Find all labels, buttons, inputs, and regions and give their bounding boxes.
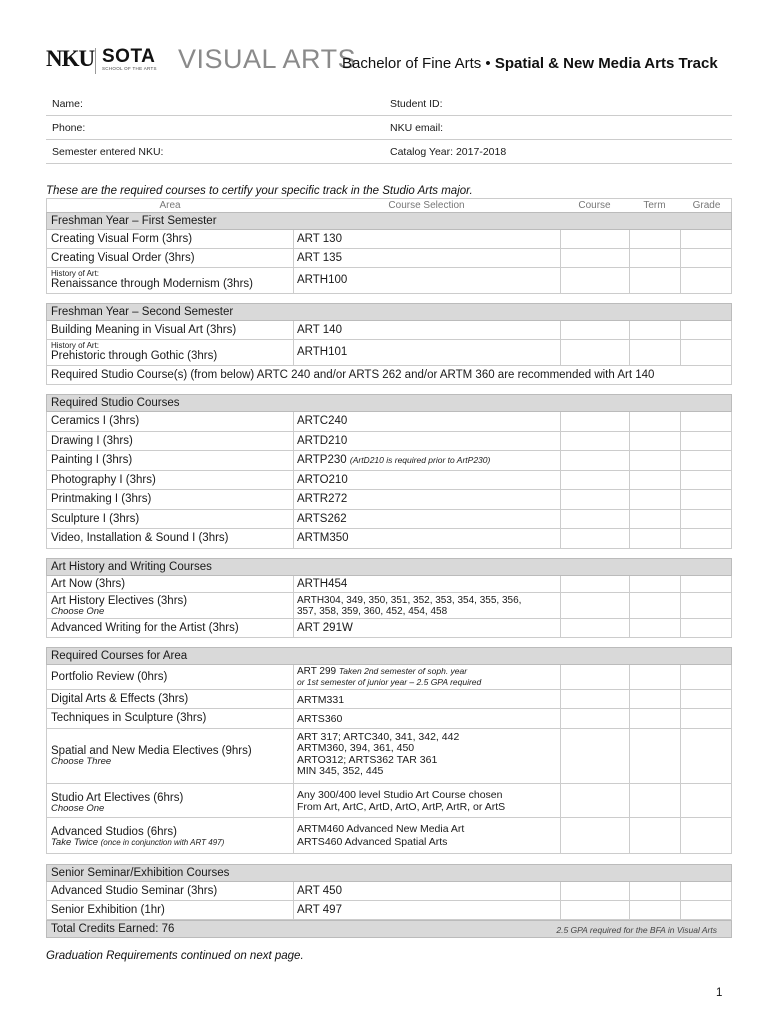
- area-cell: Video, Installation & Sound I (3hrs): [51, 532, 229, 544]
- course-row: [46, 340, 732, 366]
- name-field: Name:: [52, 98, 83, 110]
- course-row: [46, 412, 732, 432]
- cell-divider: [560, 340, 561, 365]
- area-cell: [51, 826, 224, 848]
- cell-divider: [560, 665, 561, 689]
- area-title: Spatial and New Media Electives (9hrs): [51, 744, 252, 757]
- cell-divider: [680, 432, 681, 451]
- nku-logo: [46, 46, 94, 72]
- section-header: Required Courses for Area: [46, 647, 732, 665]
- visual-arts-title: VISUAL ARTS: [178, 44, 357, 74]
- cell-divider: [680, 230, 681, 248]
- selection-cell: ART 291W: [297, 621, 353, 634]
- cell-divider: [560, 818, 561, 853]
- cell-divider: [293, 268, 294, 293]
- cell-divider: [560, 690, 561, 709]
- cell-divider: [293, 412, 294, 431]
- cell-divider: [293, 249, 294, 267]
- phone-field: Phone:: [52, 122, 86, 134]
- section-header: Freshman Year – First Semester: [46, 212, 732, 230]
- selection-cell: ARTM350: [297, 532, 349, 544]
- area-subtitle-main: Take Twice: [51, 836, 98, 848]
- cell-divider: [680, 321, 681, 339]
- course-row: [46, 665, 732, 690]
- selection-cell: ARTC240: [297, 415, 348, 427]
- cell-divider: [629, 784, 630, 817]
- cell-divider: [680, 490, 681, 509]
- cell-divider: [293, 510, 294, 529]
- cell-divider: [293, 709, 294, 728]
- selection-cell: ART 140: [297, 324, 342, 336]
- header: [46, 44, 736, 78]
- cell-divider: [560, 619, 561, 637]
- course-row: [46, 268, 732, 294]
- info-row: [46, 140, 732, 164]
- cell-divider: [293, 665, 294, 689]
- area-cell: Sculpture I (3hrs): [51, 512, 140, 525]
- course-row: [46, 709, 732, 729]
- area-prefix: History of Art:: [51, 269, 100, 278]
- course-row: [46, 729, 732, 784]
- sota-logo-subtitle: SCHOOL OF THE ARTS: [102, 66, 157, 71]
- selection-line: ARTM360, 394, 361, 450: [297, 742, 415, 754]
- col-grade: Grade: [692, 200, 721, 211]
- student-info: [46, 92, 732, 164]
- course-row: [46, 471, 732, 491]
- cell-divider: [293, 690, 294, 709]
- selection-cell: ARTR272: [297, 493, 348, 505]
- sota-logo: SOTA: [102, 46, 156, 67]
- course-row: [46, 784, 732, 818]
- selection-cell: ARTH100: [297, 274, 348, 286]
- semester-field: Semester entered NKU:: [52, 146, 164, 158]
- cell-divider: [560, 510, 561, 529]
- course-row: [46, 576, 732, 593]
- cell-divider: [629, 576, 630, 592]
- email-field: NKU email:: [390, 122, 444, 134]
- area-cell: [51, 341, 217, 362]
- cell-divider: [629, 729, 630, 783]
- area-cell: [51, 745, 252, 767]
- selection-cell: ART 497: [297, 903, 342, 916]
- course-row: [46, 818, 732, 854]
- cell-divider: [629, 321, 630, 339]
- selection-line: ARTS460 Advanced Spatial Arts: [297, 835, 448, 848]
- col-term: Term: [643, 200, 666, 211]
- cell-divider: [560, 709, 561, 728]
- area-subtitle: Choose One: [51, 802, 105, 814]
- cell-divider: [680, 665, 681, 689]
- area-cell: Techniques in Sculpture (3hrs): [51, 712, 207, 724]
- col-selection: Course Selection: [388, 200, 465, 211]
- cell-divider: [629, 619, 630, 637]
- cell-divider: [629, 471, 630, 490]
- selection-cell: ARTH101: [297, 346, 348, 358]
- cell-divider: [680, 709, 681, 728]
- cell-divider: [680, 529, 681, 548]
- area-cell: Advanced Studio Seminar (3hrs): [51, 884, 218, 897]
- course-row: [46, 432, 732, 452]
- area-cell: Senior Exhibition (1hr): [51, 903, 165, 916]
- section-header: Art History and Writing Courses: [46, 558, 732, 576]
- selection-line: ART 317; ARTC340, 341, 342, 442: [297, 730, 460, 743]
- cell-divider: [293, 230, 294, 248]
- cell-divider: [560, 268, 561, 293]
- selection-cell: [297, 454, 490, 466]
- cell-divider: [293, 529, 294, 548]
- selection-line: MIN 345, 352, 445: [297, 765, 384, 777]
- cell-divider: [293, 593, 294, 618]
- selection-cell: ART 130: [297, 233, 342, 245]
- cell-divider: [293, 321, 294, 339]
- catalog-year: Catalog Year: 2017-2018: [390, 146, 507, 158]
- info-row: [46, 116, 732, 140]
- cell-divider: [293, 901, 294, 919]
- selection-line: ARTO312; ARTS362 TAR 361: [297, 753, 438, 766]
- col-area: Area: [159, 200, 181, 211]
- recommendation-text: Required Studio Course(s) (from below) ARTC 240 and/or ARTS 262 and/or ARTM 360 are recommended with Art 140: [51, 369, 655, 381]
- selection-cell: ARTM331: [297, 693, 345, 706]
- course-row: [46, 882, 732, 901]
- cell-divider: [293, 490, 294, 509]
- area-cell: Building Meaning in Visual Art (3hrs): [51, 324, 237, 336]
- cell-divider: [629, 340, 630, 365]
- selection-cell: ART 135: [297, 252, 342, 264]
- cell-divider: [629, 230, 630, 248]
- cell-divider: [680, 268, 681, 293]
- selection-cell: ART 450: [297, 884, 342, 897]
- selection-code: ART 299: [297, 665, 337, 677]
- cell-divider: [680, 901, 681, 919]
- cell-divider: [629, 490, 630, 509]
- course-row: [46, 529, 732, 549]
- cell-divider: [629, 665, 630, 689]
- cell-divider: [560, 576, 561, 592]
- cell-divider: [560, 593, 561, 618]
- cell-divider: [629, 451, 630, 470]
- cell-divider: [680, 593, 681, 618]
- area-cell: Portfolio Review (0hrs): [51, 670, 168, 683]
- course-row: [46, 510, 732, 530]
- area-cell: Advanced Writing for the Artist (3hrs): [51, 621, 239, 634]
- cell-divider: [680, 451, 681, 470]
- cell-divider: [680, 784, 681, 817]
- cell-divider: [293, 471, 294, 490]
- total-credits: Total Credits Earned: 76: [51, 922, 175, 935]
- cell-divider: [680, 882, 681, 900]
- course-table: [46, 198, 732, 938]
- cell-divider: [560, 249, 561, 267]
- area-cell: Ceramics I (3hrs): [51, 415, 140, 427]
- cell-divider: [680, 619, 681, 637]
- course-row: [46, 901, 732, 920]
- cell-divider: [293, 576, 294, 592]
- page-number: 1: [716, 987, 723, 999]
- course-row: [46, 230, 732, 249]
- course-row: [46, 593, 732, 619]
- cell-divider: [560, 451, 561, 470]
- cell-divider: [629, 709, 630, 728]
- total-credits-row: [46, 920, 732, 938]
- cell-divider: [560, 471, 561, 490]
- cell-divider: [560, 230, 561, 248]
- selection-cell: [297, 666, 481, 688]
- cell-divider: [560, 412, 561, 431]
- area-title: Art History Electives (3hrs): [51, 594, 188, 607]
- area-cell: Art Now (3hrs): [51, 577, 126, 590]
- cell-divider: [680, 412, 681, 431]
- selection-line: ARTH304, 349, 350, 351, 352, 353, 354, 355, 356,: [297, 594, 522, 606]
- cell-divider: [680, 818, 681, 853]
- selection-code: ARTP230: [297, 454, 347, 466]
- selection-cell: ARTD210: [297, 434, 348, 447]
- cell-divider: [560, 729, 561, 783]
- selection-cell: [297, 732, 459, 778]
- area-cell: [51, 792, 183, 814]
- cell-divider: [680, 510, 681, 529]
- selection-note: (ArtD210 is required prior to ArtP230): [349, 455, 491, 465]
- cell-divider: [560, 321, 561, 339]
- cell-divider: [629, 432, 630, 451]
- column-headers: [46, 198, 732, 212]
- cell-divider: [293, 340, 294, 365]
- area-title: Renaissance through Modernism (3hrs): [51, 278, 253, 290]
- selection-cell: ARTH454: [297, 577, 348, 590]
- course-row: [46, 249, 732, 268]
- student-id-field: Student ID:: [390, 98, 443, 110]
- gpa-note: 2.5 GPA required for the BFA in Visual Arts: [556, 924, 717, 935]
- area-title: Studio Art Electives (6hrs): [51, 791, 184, 804]
- selection-cell: ARTS360: [297, 713, 343, 725]
- cell-divider: [680, 576, 681, 592]
- selection-line: Any 300/400 level Studio Art Course chosen: [297, 788, 503, 801]
- area-title: Advanced Studios (6hrs): [51, 825, 177, 838]
- selection-cell: [297, 823, 464, 849]
- course-row: [46, 690, 732, 710]
- cell-divider: [560, 901, 561, 919]
- cell-divider: [560, 432, 561, 451]
- cell-divider: [293, 729, 294, 783]
- area-subtitle: Choose Three: [51, 755, 112, 767]
- area-subtitle: Choose One: [51, 605, 105, 617]
- cell-divider: [293, 784, 294, 817]
- col-course: Course: [578, 200, 611, 211]
- area-cell: Painting I (3hrs): [51, 454, 133, 466]
- cell-divider: [680, 471, 681, 490]
- cell-divider: [560, 784, 561, 817]
- cell-divider: [293, 818, 294, 853]
- area-subtitle: [51, 838, 224, 848]
- cell-divider: [293, 432, 294, 451]
- cell-divider: [629, 882, 630, 900]
- area-cell: Printmaking I (3hrs): [51, 493, 152, 505]
- selection-cell: ARTO210: [297, 473, 348, 486]
- section-header: Freshman Year – Second Semester: [46, 303, 732, 321]
- course-row: [46, 490, 732, 510]
- selection-line: [297, 666, 481, 677]
- area-title: Prehistoric through Gothic (3hrs): [51, 350, 218, 362]
- cell-divider: [680, 340, 681, 365]
- selection-line: From Art, ArtC, ArtD, ArtO, ArtP, ArtR, or ArtS: [297, 801, 506, 813]
- degree-title: [342, 55, 718, 72]
- track-label: Spatial & New Media Arts Track: [494, 55, 718, 72]
- cell-divider: [629, 510, 630, 529]
- cell-divider: [560, 490, 561, 509]
- cell-divider: [629, 593, 630, 618]
- nku-logo-text: NKU: [46, 46, 95, 71]
- cell-divider: [680, 690, 681, 709]
- cell-divider: [560, 529, 561, 548]
- cell-divider: [629, 412, 630, 431]
- cell-divider: [560, 882, 561, 900]
- selection-cell: ARTS262: [297, 512, 347, 525]
- cell-divider: [629, 529, 630, 548]
- course-row: [46, 619, 732, 638]
- cell-divider: [293, 882, 294, 900]
- logo-divider: [95, 48, 96, 74]
- area-cell: Photography I (3hrs): [51, 473, 156, 486]
- selection-line: ARTM460 Advanced New Media Art: [297, 822, 465, 835]
- area-cell: Creating Visual Form (3hrs): [51, 233, 193, 245]
- area-subtitle-note: (once in conjunction with ART 497): [100, 837, 225, 847]
- cell-divider: [293, 619, 294, 637]
- area-cell: Drawing I (3hrs): [51, 434, 133, 447]
- selection-note: or 1st semester of junior year – 2.5 GPA required: [297, 676, 482, 687]
- selection-note: Taken 2nd semester of soph. year: [338, 665, 468, 676]
- cell-divider: [629, 268, 630, 293]
- course-row: [46, 321, 732, 340]
- cell-divider: [629, 818, 630, 853]
- area-cell: Creating Visual Order (3hrs): [51, 252, 195, 264]
- degree-label: Bachelor of Fine Arts •: [342, 55, 495, 72]
- intro-text: These are the required courses to certify your specific track in the Studio Arts major.: [46, 185, 473, 197]
- cell-divider: [629, 249, 630, 267]
- info-row: [46, 92, 732, 116]
- course-row: [46, 451, 732, 471]
- selection-cell: [297, 595, 521, 617]
- area-prefix: History of Art:: [51, 341, 100, 350]
- cell-divider: [680, 249, 681, 267]
- course-row: [46, 366, 732, 385]
- cell-divider: [629, 690, 630, 709]
- section-header: Required Studio Courses: [46, 394, 732, 412]
- area-cell: [51, 269, 253, 290]
- cell-divider: [293, 451, 294, 470]
- section-header: Senior Seminar/Exhibition Courses: [46, 864, 732, 882]
- selection-line: 357, 358, 359, 360, 452, 454, 458: [297, 605, 448, 617]
- continued-note: Graduation Requirements continued on next page.: [46, 950, 304, 962]
- area-cell: Digital Arts & Effects (3hrs): [51, 692, 189, 705]
- selection-cell: [297, 789, 505, 814]
- cell-divider: [629, 901, 630, 919]
- area-cell: [51, 595, 187, 617]
- cell-divider: [680, 729, 681, 783]
